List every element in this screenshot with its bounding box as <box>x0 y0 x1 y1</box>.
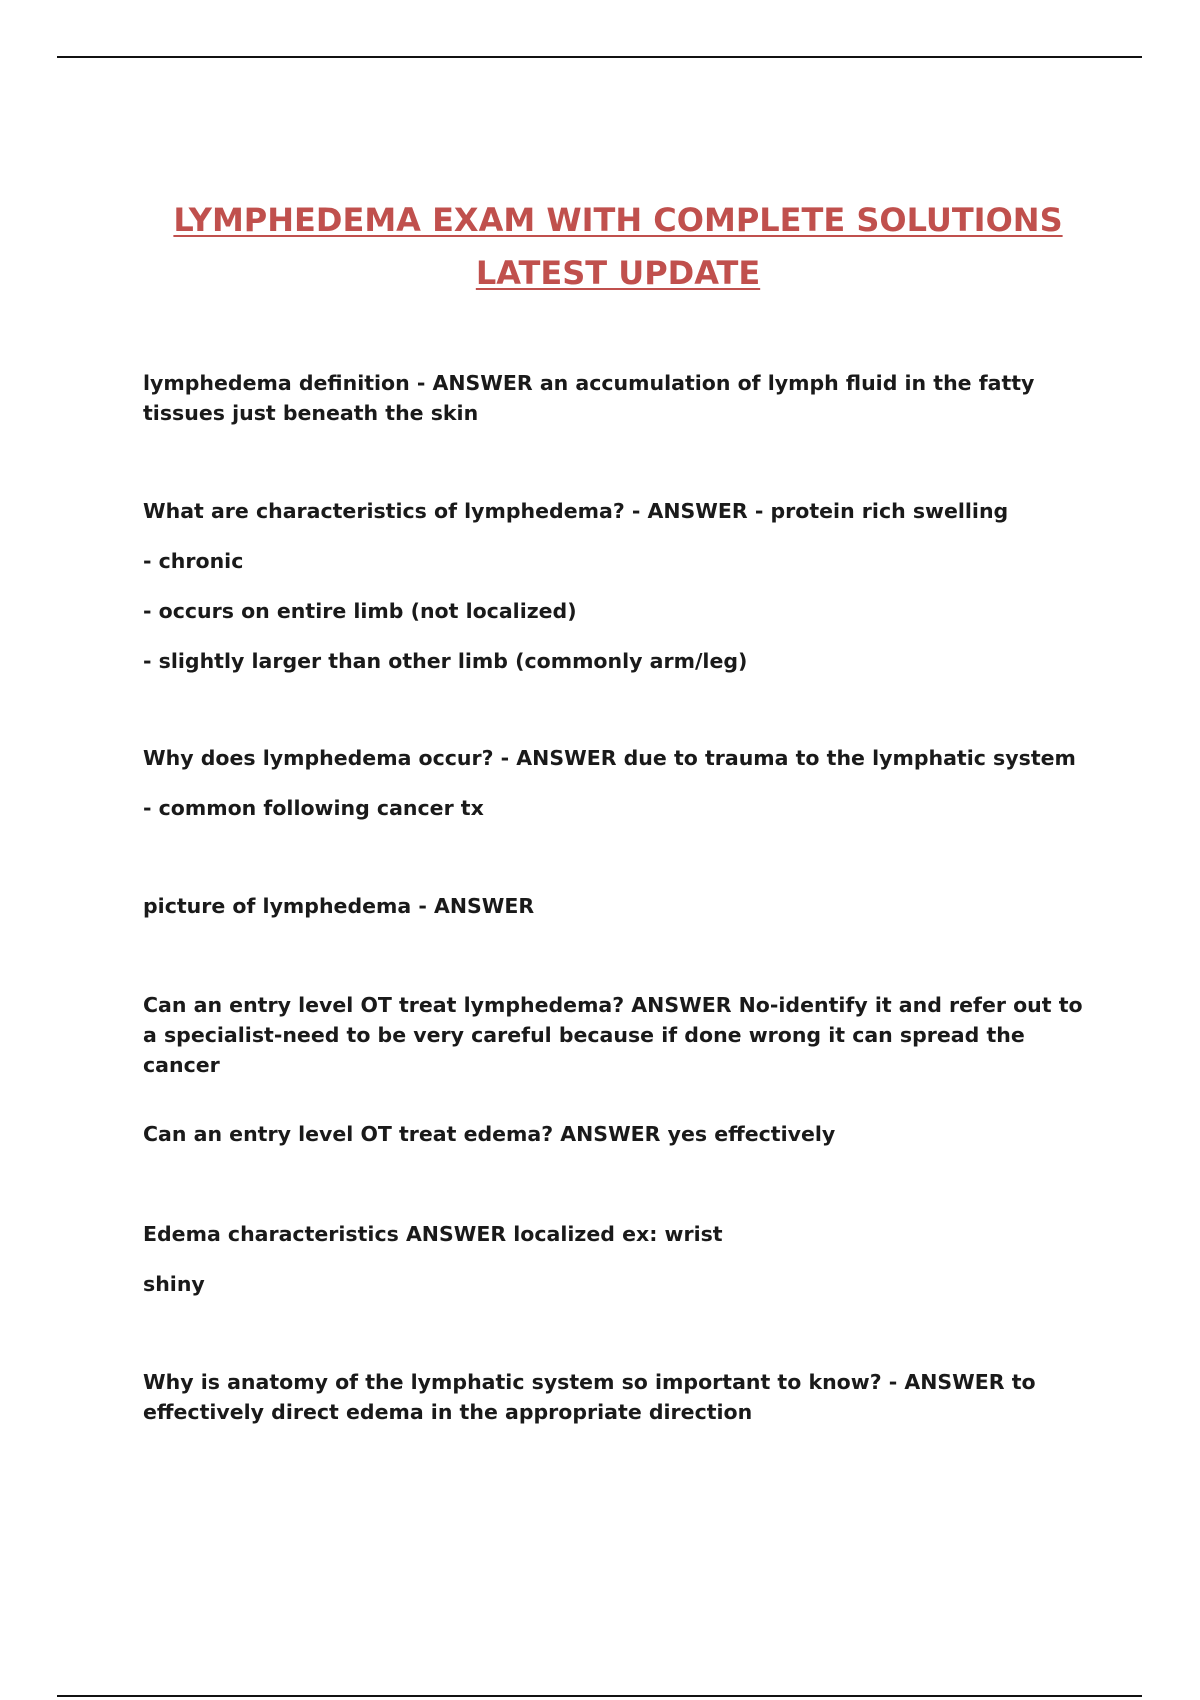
qa-detail: - occurs on entire limb (not localized) <box>143 599 577 623</box>
qa-question: picture of lymphedema - ANSWER <box>143 894 535 918</box>
qa-item <box>143 1119 835 1149</box>
qa-question: Can an entry level OT treat edema? ANSWER yes effectively <box>143 1122 836 1146</box>
qa-item <box>143 496 1008 676</box>
qa-question: Why is anatomy of the lymphatic system so important to know? - ANSWER to effectively direct edema in the appropriate direction <box>143 1370 1036 1424</box>
title-line-2: LATEST UPDATE <box>475 254 761 292</box>
bottom-rule <box>57 1695 1142 1697</box>
qa-item <box>143 743 1076 823</box>
qa-item <box>143 1367 1093 1427</box>
qa-item <box>143 1219 723 1299</box>
qa-detail: - chronic <box>143 549 244 573</box>
qa-question: Why does lymphedema occur? - ANSWER due to trauma to the lymphatic system <box>143 746 1076 770</box>
qa-detail: - common following cancer tx <box>143 796 484 820</box>
qa-question: Can an entry level OT treat lymphedema? ANSWER No-identify it and refer out to a specialist-need to be very careful because if done wrong it can spread the cancer <box>143 993 1083 1077</box>
document-title <box>60 194 1176 300</box>
qa-question: lymphedema definition - ANSWER an accumulation of lymph fluid in the fatty tissues just beneath the skin <box>143 371 1035 425</box>
qa-question: What are characteristics of lymphedema? - ANSWER - protein rich swelling <box>143 499 1009 523</box>
qa-item <box>143 891 534 921</box>
qa-item <box>143 368 1093 428</box>
qa-item <box>143 990 1093 1080</box>
qa-detail: shiny <box>143 1272 205 1296</box>
title-line-1: LYMPHEDEMA EXAM WITH COMPLETE SOLUTIONS <box>173 201 1063 239</box>
qa-question: Edema characteristics ANSWER localized ex: wrist <box>143 1222 723 1246</box>
top-rule <box>57 56 1142 58</box>
qa-detail: - slightly larger than other limb (commonly arm/leg) <box>143 649 748 673</box>
